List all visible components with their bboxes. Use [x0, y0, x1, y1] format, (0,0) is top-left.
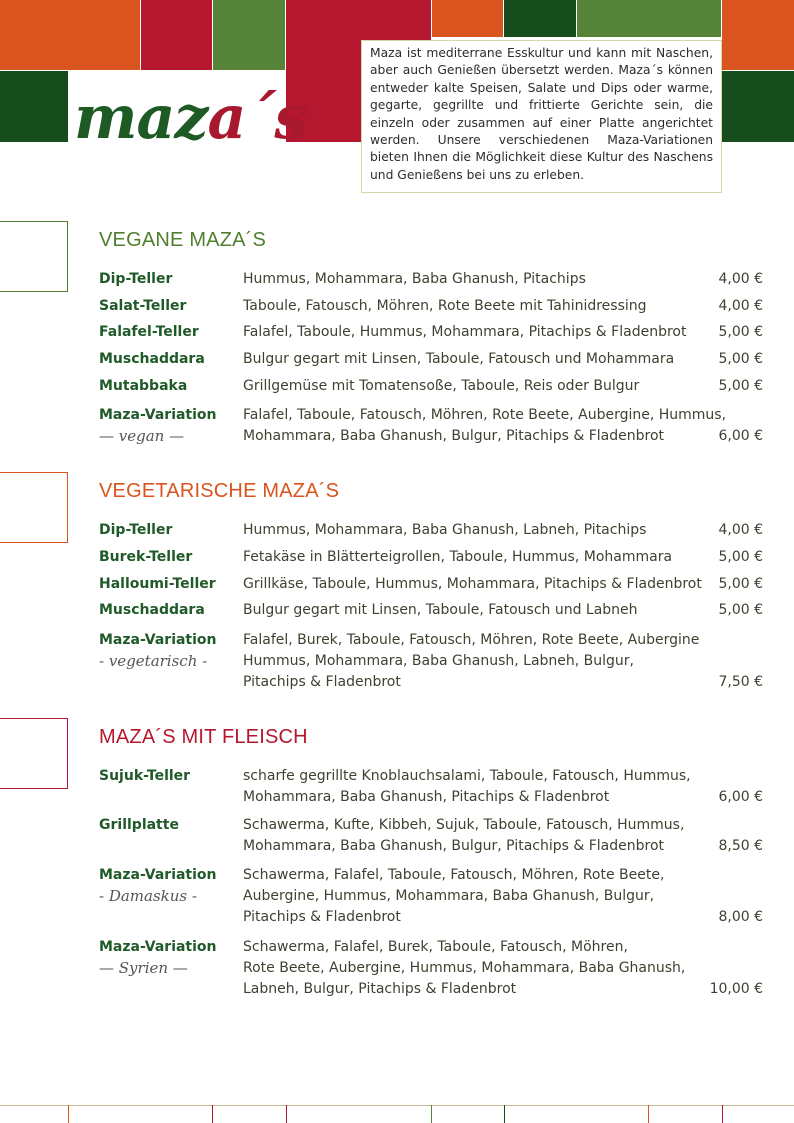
- logo-text-accent: a´s: [207, 83, 308, 153]
- menu-item-price: 6,00 €: [718, 789, 763, 805]
- menu-item: [99, 376, 763, 397]
- section-title-vegetarian: VEGETARISCHE MAZA´S: [99, 480, 340, 502]
- menu-item-price: 4,00 €: [718, 522, 763, 538]
- bottom-tick: [68, 1105, 69, 1123]
- section-title-vegan: VEGANE MAZA´S: [99, 229, 267, 251]
- menu-item-name: Dip-Teller: [99, 271, 173, 287]
- menu-item-description: [243, 405, 727, 447]
- menu-item-description: [243, 349, 693, 370]
- description-line: Pitachips & Fladenbrot: [243, 909, 401, 925]
- menu-item-name: Maza-Variation: [99, 632, 217, 648]
- description-line: Grillkäse, Taboule, Hummus, Mohammara, Pitachips & Fladenbrot: [243, 576, 702, 592]
- description-line: Fetakäse in Blätterteigrollen, Taboule, Hummus, Mohammara: [243, 549, 673, 565]
- menu-item-description: [243, 296, 693, 317]
- menu-item-name: Mutabbaka: [99, 378, 188, 394]
- menu-item-description: [243, 815, 693, 857]
- menu-item: [99, 865, 763, 928]
- bottom-tick: [648, 1105, 649, 1123]
- menu-item-description: [243, 937, 693, 1000]
- tile-green-2: [577, 0, 721, 37]
- bottom-tick: [212, 1105, 213, 1123]
- menu-item-description: [243, 376, 693, 397]
- description-line: Bulgur gegart mit Linsen, Taboule, Fatousch und Labneh: [243, 602, 638, 618]
- menu-item: [99, 349, 763, 370]
- menu-item-price: 8,50 €: [718, 838, 763, 854]
- menu-item-description: [243, 547, 693, 568]
- menu-item-description: [243, 520, 693, 541]
- bottom-tick: [722, 1105, 723, 1123]
- menu-item-description: [243, 600, 693, 621]
- logo-text-main: maz: [74, 83, 208, 153]
- menu-item-name: Grillplatte: [99, 817, 179, 833]
- tile-red-1: [141, 0, 212, 70]
- description-line: Hummus, Mohammara, Baba Ghanush, Labneh, Pitachips: [243, 522, 647, 538]
- menu-item: [99, 766, 763, 808]
- menu-item-price: 8,00 €: [718, 909, 763, 925]
- menu-item: [99, 815, 763, 857]
- description-line: Hummus, Mohammara, Baba Ghanush, Labneh, Bulgur,: [243, 653, 635, 669]
- menu-item-name: Falafel-Teller: [99, 324, 199, 340]
- menu-item-subtitle: — vegan —: [99, 427, 185, 445]
- section-title-meat: MAZA´S MIT FLEISCH: [99, 726, 308, 748]
- description-line: Hummus, Mohammara, Baba Ghanush, Pitachips: [243, 271, 586, 287]
- menu-item-name: Sujuk-Teller: [99, 768, 191, 784]
- tile-darkgreen-2: [0, 71, 68, 142]
- menu-item-name: Burek-Teller: [99, 549, 193, 565]
- description-line: Falafel, Burek, Taboule, Fatousch, Möhren, Rote Beete, Aubergine: [243, 632, 700, 648]
- menu-item: [99, 296, 763, 317]
- menu-item-price: 4,00 €: [718, 271, 763, 287]
- description-line: Pitachips & Fladenbrot: [243, 674, 401, 690]
- menu-item: [99, 937, 763, 1000]
- description-line: Taboule, Fatousch, Möhren, Rote Beete mit Tahinidressing: [243, 298, 647, 314]
- menu-item-name: Dip-Teller: [99, 522, 173, 538]
- description-line: Falafel, Taboule, Fatousch, Möhren, Rote Beete, Aubergine, Hummus,: [243, 407, 727, 423]
- description-line: Mohammara, Baba Ghanush, Pitachips & Fladenbrot: [243, 789, 610, 805]
- menu-item-price: 10,00 €: [709, 981, 763, 997]
- menu-item-subtitle: — Syrien —: [99, 959, 188, 977]
- description-line: Falafel, Taboule, Hummus, Mohammara, Pitachips & Fladenbrot: [243, 324, 687, 340]
- tile-darkgreen-1: [504, 0, 576, 37]
- bottom-tick: [504, 1105, 505, 1123]
- description-line: scharfe gegrillte Knoblauchsalami, Taboule, Fatousch, Hummus,: [243, 768, 691, 784]
- menu-item-price: 5,00 €: [718, 351, 763, 367]
- menu-item: [99, 600, 763, 621]
- tile-orange-1: [0, 0, 140, 70]
- menu-item-name: Muschaddara: [99, 351, 205, 367]
- menu-item-description: [243, 322, 693, 343]
- menu-item-price: 5,00 €: [718, 576, 763, 592]
- menu-item-price: 6,00 €: [718, 428, 763, 444]
- menu-item-description: [243, 766, 693, 808]
- menu-item-price: 7,50 €: [718, 674, 763, 690]
- menu-item-name: Muschaddara: [99, 602, 205, 618]
- description-line: Mohammara, Baba Ghanush, Bulgur, Pitachips & Fladenbrot: [243, 838, 665, 854]
- tile-green-1: [213, 0, 285, 70]
- menu-item: [99, 547, 763, 568]
- bottom-tick: [286, 1105, 287, 1123]
- menu-item-price: 5,00 €: [718, 324, 763, 340]
- tile-darkgreen-3: [722, 71, 794, 142]
- menu-item: [99, 269, 763, 290]
- menu-item-price: 5,00 €: [718, 549, 763, 565]
- description-line: Rote Beete, Aubergine, Hummus, Mohammara, Baba Ghanush,: [243, 960, 686, 976]
- description-line: Grillgemüse mit Tomatensoße, Taboule, Reis oder Bulgur: [243, 378, 640, 394]
- description-line: Aubergine, Hummus, Mohammara, Baba Ghanush, Bulgur,: [243, 888, 655, 904]
- bottom-divider: [0, 1105, 794, 1106]
- description-line: Bulgur gegart mit Linsen, Taboule, Fatousch und Mohammara: [243, 351, 675, 367]
- menu-item: [99, 574, 763, 595]
- menu-item: [99, 322, 763, 343]
- tile-orange-3: [722, 0, 794, 70]
- menu-item-description: [243, 574, 702, 595]
- menu-item: [99, 630, 763, 693]
- menu-item-price: 5,00 €: [718, 378, 763, 394]
- menu-item-description: [243, 269, 693, 290]
- menu-item-name: Maza-Variation: [99, 939, 217, 955]
- section-marker-vegetarian: [0, 472, 68, 543]
- menu-item-price: 4,00 €: [718, 298, 763, 314]
- description-line: Mohammara, Baba Ghanush, Bulgur, Pitachips & Fladenbrot: [243, 428, 665, 444]
- section-marker-meat: [0, 718, 68, 789]
- description-line: Schawerma, Falafel, Taboule, Fatousch, Möhren, Rote Beete,: [243, 867, 665, 883]
- menu-item-name: Salat-Teller: [99, 298, 187, 314]
- menu-item-description: [243, 865, 693, 928]
- menu-item-name: Maza-Variation: [99, 867, 217, 883]
- description-line: Labneh, Bulgur, Pitachips & Fladenbrot: [243, 981, 517, 997]
- section-marker-vegan: [0, 221, 68, 292]
- description-line: Schawerma, Kufte, Kibbeh, Sujuk, Taboule, Fatousch, Hummus,: [243, 817, 685, 833]
- bottom-tick: [431, 1105, 432, 1123]
- menu-item-name: Halloumi-Teller: [99, 576, 216, 592]
- menu-item: [99, 405, 763, 447]
- tile-orange-2: [432, 0, 503, 37]
- description-line: Schawerma, Falafel, Burek, Taboule, Fatousch, Möhren,: [243, 939, 628, 955]
- menu-item-subtitle: - Damaskus -: [99, 887, 197, 905]
- menu-item-description: [243, 630, 700, 693]
- brand-logo: [74, 83, 308, 153]
- intro-text-box: Maza ist mediterrane Esskultur und kann mit Naschen, aber auch Genießen übersetzt werden. Maza´s können entweder kalte Speisen, Salate und Dips oder warme, gegarte, gegrillte und frittierte Gerichte sein, die einzeln oder zusammen auf einer Platte angerichtet werden. Unsere verschiedenen Maza-Variationen bieten Ihnen die Möglichkeit diese Kultur des Naschens und Genießens bei uns zu erleben.: [361, 40, 722, 193]
- menu-item-price: 5,00 €: [718, 602, 763, 618]
- menu-item-subtitle: - vegetarisch -: [99, 652, 208, 670]
- menu-item: [99, 520, 763, 541]
- menu-item-name: Maza-Variation: [99, 407, 217, 423]
